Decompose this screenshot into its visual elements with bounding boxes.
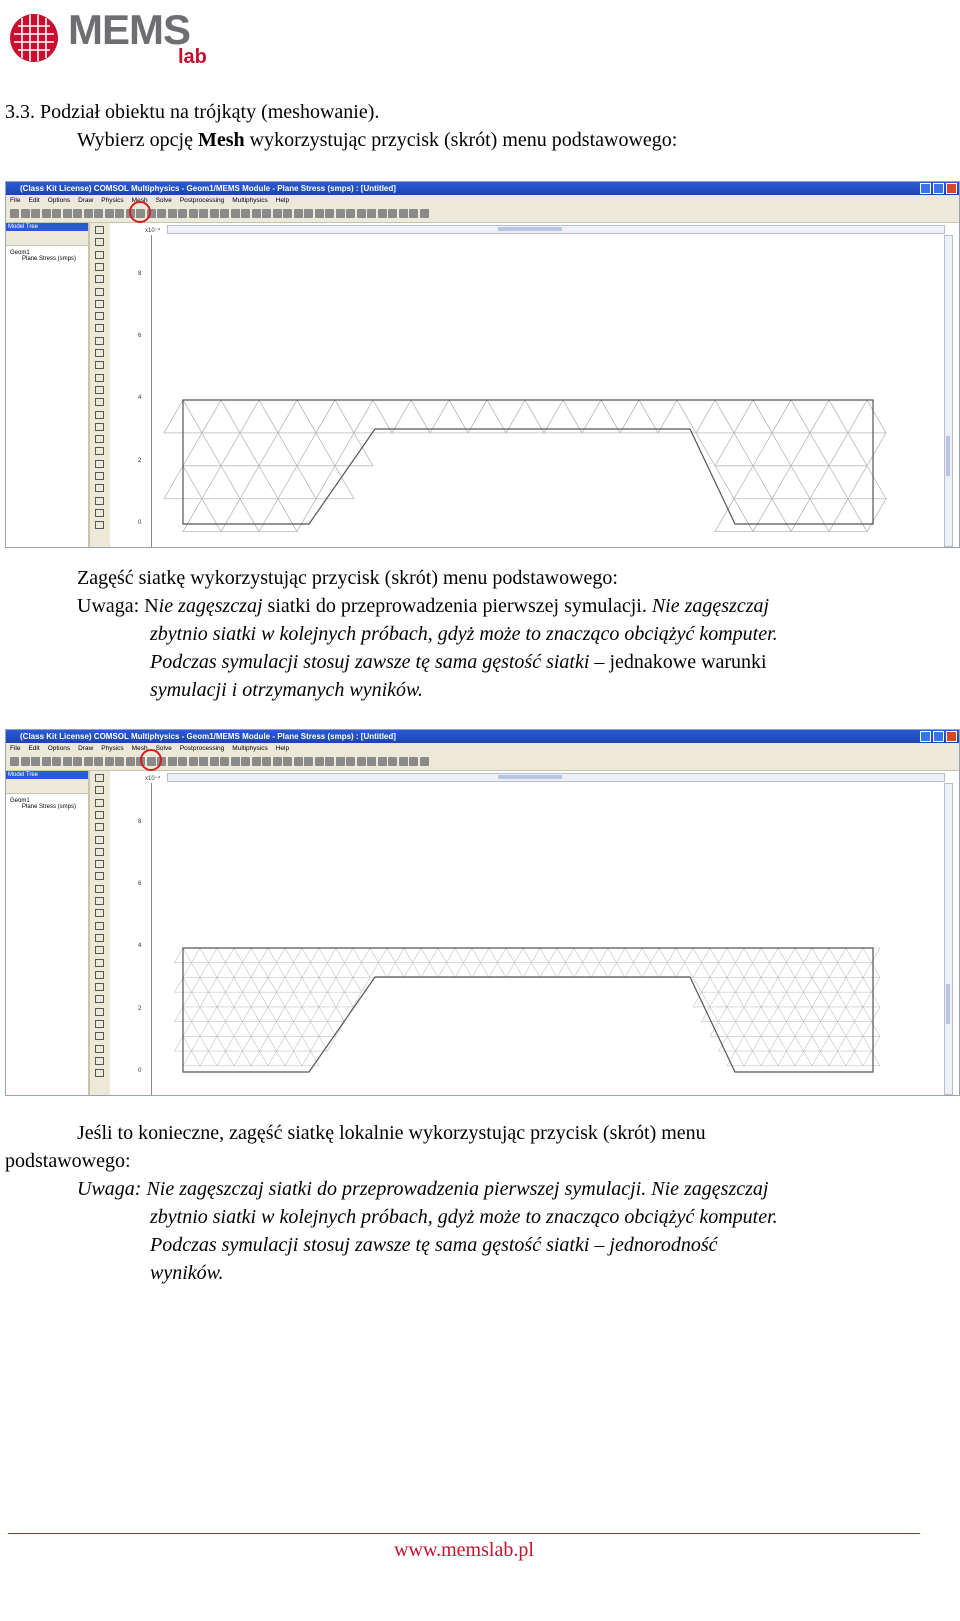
- tree-item-plane-stress[interactable]: Plane Stress (smps): [22, 256, 77, 262]
- y-tick-label: 4: [138, 395, 142, 401]
- menu-draw[interactable]: Draw: [78, 745, 94, 752]
- maximize-icon[interactable]: [933, 731, 944, 742]
- mesh-triangles: [175, 948, 881, 1066]
- toolbar-button-icon[interactable]: [84, 209, 93, 218]
- draw-tool-icon[interactable]: [95, 435, 104, 443]
- draw-tool-icon[interactable]: [95, 386, 104, 394]
- toolbar-button-icon[interactable]: [336, 209, 345, 218]
- tree-item-plane-stress[interactable]: Plane Stress (smps): [22, 804, 77, 810]
- toolbar-button-icon[interactable]: [199, 757, 208, 766]
- menu-multiphysics[interactable]: Multiphysics: [232, 197, 268, 204]
- toolbar-button-icon[interactable]: [409, 757, 418, 766]
- draw-tool-icon[interactable]: [95, 497, 104, 505]
- model-tree-header: Model Tree: [6, 223, 88, 231]
- draw-tool-icon[interactable]: [95, 1057, 104, 1065]
- toolbar-button-icon[interactable]: [189, 209, 198, 218]
- draw-tool-icon[interactable]: [95, 288, 104, 296]
- toolbar-button-icon[interactable]: [73, 209, 82, 218]
- toolbar-button-icon[interactable]: [283, 757, 292, 766]
- draw-tool-icon[interactable]: [95, 300, 104, 308]
- toolbar-button-icon[interactable]: [241, 757, 250, 766]
- menu-multiphysics[interactable]: Multiphysics: [232, 745, 268, 752]
- menu-solve[interactable]: Solve: [155, 745, 172, 752]
- draw-tool-icon[interactable]: [95, 263, 104, 271]
- menu-edit[interactable]: Edit: [28, 197, 40, 204]
- draw-tool-icon[interactable]: [95, 324, 104, 332]
- scale-label: x10⁻⁴: [145, 228, 161, 234]
- toolbar-button-icon[interactable]: [315, 757, 324, 766]
- toolbar-button-icon[interactable]: [294, 757, 303, 766]
- draw-tool-icon[interactable]: [95, 897, 104, 905]
- draw-tool-icon[interactable]: [95, 811, 104, 819]
- tree-item-geom[interactable]: Geom1: [10, 250, 30, 256]
- toolbar-button-icon[interactable]: [388, 757, 397, 766]
- draw-tool-icon[interactable]: [95, 971, 104, 979]
- toolbar-button-icon[interactable]: [94, 209, 103, 218]
- menu-options[interactable]: Options: [47, 197, 71, 204]
- toolbar-button-icon[interactable]: [84, 757, 93, 766]
- window-titlebar: [6, 182, 959, 195]
- refine-line: Zagęść siatkę wykorzystując przycisk (skrót) menu podstawowego:: [77, 567, 618, 589]
- local-note-line4: zbytnio siatki w kolejnych próbach, gdyż może to znacząco obciążyć komputer.: [150, 1206, 778, 1228]
- toolbar-button-icon[interactable]: [399, 757, 408, 766]
- draw-tool-icon[interactable]: [95, 872, 104, 880]
- draw-tool-icon[interactable]: [95, 946, 104, 954]
- toolbar-button-icon[interactable]: [388, 209, 397, 218]
- screenshot-coarse-mesh: [5, 181, 960, 548]
- draw-tool-icon[interactable]: [95, 885, 104, 893]
- toolbar-button-icon[interactable]: [273, 209, 282, 218]
- screenshot-fine-mesh: [5, 729, 960, 1096]
- window-title: (Class Kit License) COMSOL Multiphysics - Geom1/MEMS Module - Plane Stress (smps) : [Untitled]: [20, 184, 396, 193]
- y-tick-label: 6: [138, 881, 142, 887]
- toolbar-button-icon[interactable]: [262, 209, 271, 218]
- toolbar-button-icon[interactable]: [325, 209, 334, 218]
- local-note-line5: Podczas symulacji stosuj zawsze tę sama gęstość siatki – jednorodność: [150, 1234, 718, 1256]
- draw-tool-icon[interactable]: [95, 226, 104, 234]
- toolbar-button-icon[interactable]: [315, 209, 324, 218]
- minimize-icon[interactable]: [920, 731, 931, 742]
- window-title: (Class Kit License) COMSOL Multiphysics - Geom1/MEMS Module - Plane Stress (smps) : [Untitled]: [20, 732, 396, 741]
- draw-tool-icon[interactable]: [95, 337, 104, 345]
- local-note-line6: wyników.: [150, 1262, 224, 1284]
- menu-mesh[interactable]: Mesh: [131, 745, 148, 752]
- menu-mesh[interactable]: Mesh: [131, 197, 148, 204]
- toolbar-button-icon[interactable]: [399, 209, 408, 218]
- draw-tool-icon[interactable]: [95, 909, 104, 917]
- draw-toolbar: [90, 223, 110, 547]
- toolbar-button-icon[interactable]: [115, 209, 124, 218]
- draw-tool-icon[interactable]: [95, 983, 104, 991]
- menu-edit[interactable]: Edit: [28, 745, 40, 752]
- local-line1: Jeśli to konieczne, zagęść siatkę lokalnie wykorzystując przycisk (skrót) menu: [77, 1122, 706, 1144]
- mesh-drawing: [111, 223, 959, 547]
- toolbar-button-icon[interactable]: [73, 757, 82, 766]
- y-tick-label: 4: [138, 943, 142, 949]
- draw-tool-icon[interactable]: [95, 447, 104, 455]
- instruction-bold: Mesh: [197, 129, 245, 151]
- footer-divider: [8, 1533, 920, 1534]
- toolbar-button-icon[interactable]: [105, 209, 114, 218]
- y-tick-label: 0: [138, 520, 142, 526]
- model-tree-tools: [6, 231, 88, 246]
- y-tick-label: 2: [138, 1006, 142, 1012]
- toolbar-button-icon[interactable]: [378, 757, 387, 766]
- toolbar-button-icon[interactable]: [63, 209, 72, 218]
- toolbar-button-icon[interactable]: [220, 209, 229, 218]
- menu-physics[interactable]: Physics: [101, 745, 124, 752]
- geometry-plot[interactable]: [111, 771, 959, 1095]
- toolbar-button-icon[interactable]: [52, 209, 61, 218]
- refine-note-b: ie zagęszczaj: [158, 595, 263, 617]
- toolbar-button-icon[interactable]: [336, 757, 345, 766]
- refine-note-line5: symulacji i otrzymanych wyników.: [150, 679, 423, 701]
- draw-tool-icon[interactable]: [95, 349, 104, 357]
- draw-tool-icon[interactable]: [95, 521, 104, 529]
- logo-grid-icon: [8, 12, 60, 64]
- refine-line4-italic: Podczas symulacji stosuj zawsze tę sama gęstość siatki –: [150, 651, 610, 673]
- draw-tool-icon[interactable]: [95, 1069, 104, 1077]
- draw-toolbar: [90, 771, 110, 1095]
- toolbar-button-icon[interactable]: [42, 209, 51, 218]
- draw-tool-icon[interactable]: [95, 398, 104, 406]
- toolbar-button-icon[interactable]: [252, 757, 261, 766]
- toolbar-button-icon[interactable]: [10, 757, 19, 766]
- window-titlebar: [6, 730, 959, 743]
- toolbar-button-icon[interactable]: [10, 209, 19, 218]
- toolbar-button-icon[interactable]: [105, 757, 114, 766]
- refine-note-d: Nie zagęszczaj: [651, 595, 770, 617]
- minimize-icon[interactable]: [920, 183, 931, 194]
- model-tree-header: Model Tree: [6, 771, 88, 779]
- model-tree: [6, 771, 90, 1095]
- draw-tool-icon[interactable]: [95, 423, 104, 431]
- toolbar-button-icon[interactable]: [231, 209, 240, 218]
- toolbar-button-icon[interactable]: [367, 757, 376, 766]
- draw-tool-icon[interactable]: [95, 836, 104, 844]
- maximize-icon[interactable]: [933, 183, 944, 194]
- refine-note-c: siatki do przeprowadzenia pierwszej symulacji.: [262, 595, 652, 617]
- logo-text: MEMS: [68, 6, 190, 53]
- toolbar-button-icon[interactable]: [21, 209, 30, 218]
- toolbar-button-icon[interactable]: [367, 209, 376, 218]
- toolbar-button-icon[interactable]: [94, 757, 103, 766]
- toolbar-button-icon[interactable]: [178, 757, 187, 766]
- refine-note-a: Uwaga: N: [77, 595, 159, 617]
- close-icon[interactable]: [946, 731, 957, 742]
- draw-tool-icon[interactable]: [95, 774, 104, 782]
- refine-note: [77, 592, 769, 620]
- toolbar-button-icon[interactable]: [252, 209, 261, 218]
- toolbar-button-icon[interactable]: [357, 209, 366, 218]
- draw-tool-icon[interactable]: [95, 361, 104, 369]
- menu-options[interactable]: Options: [47, 745, 71, 752]
- draw-tool-icon[interactable]: [95, 848, 104, 856]
- toolbar-button-icon[interactable]: [220, 757, 229, 766]
- toolbar-button-icon[interactable]: [115, 757, 124, 766]
- draw-tool-icon[interactable]: [95, 860, 104, 868]
- toolbar-button-icon[interactable]: [42, 757, 51, 766]
- toolbar-button-icon[interactable]: [210, 209, 219, 218]
- y-tick-label: 2: [138, 458, 142, 464]
- toolbar-button-icon[interactable]: [168, 757, 177, 766]
- toolbar-button-icon[interactable]: [262, 757, 271, 766]
- toolbar-button-icon[interactable]: [231, 757, 240, 766]
- draw-tool-icon[interactable]: [95, 1020, 104, 1028]
- draw-tool-icon[interactable]: [95, 1032, 104, 1040]
- toolbar-button-icon[interactable]: [409, 209, 418, 218]
- local-line2: podstawowego:: [5, 1150, 131, 1172]
- menu-help[interactable]: Help: [275, 197, 290, 204]
- draw-tool-icon[interactable]: [95, 509, 104, 517]
- y-tick-label: 8: [138, 271, 142, 277]
- draw-tool-icon[interactable]: [95, 472, 104, 480]
- draw-tool-icon[interactable]: [95, 460, 104, 468]
- draw-tool-icon[interactable]: [95, 374, 104, 382]
- toolbar-button-icon[interactable]: [31, 757, 40, 766]
- toolbar-button-icon[interactable]: [273, 757, 282, 766]
- highlight-ring: [140, 749, 162, 771]
- toolbar-button-icon[interactable]: [21, 757, 30, 766]
- toolbar-button-icon[interactable]: [283, 209, 292, 218]
- toolbar-button-icon[interactable]: [325, 757, 334, 766]
- toolbar-button-icon[interactable]: [63, 757, 72, 766]
- toolbar-button-icon[interactable]: [157, 209, 166, 218]
- refine-line4-rest: jednakowe warunki: [609, 651, 767, 673]
- toolbar-button-icon[interactable]: [199, 209, 208, 218]
- draw-tool-icon[interactable]: [95, 922, 104, 930]
- toolbar-button-icon[interactable]: [420, 209, 429, 218]
- draw-tool-icon[interactable]: [95, 934, 104, 942]
- refine-note-line3: zbytnio siatki w kolejnych próbach, gdyż może to znacząco obciążyć komputer.: [150, 623, 778, 645]
- geometry-plot[interactable]: [111, 223, 959, 547]
- toolbar-button-icon[interactable]: [294, 209, 303, 218]
- logo-sub: lab: [178, 46, 207, 68]
- toolbar-button-icon[interactable]: [378, 209, 387, 218]
- toolbar-button-icon[interactable]: [189, 757, 198, 766]
- toolbar-button-icon[interactable]: [168, 209, 177, 218]
- y-tick-label: 0: [138, 1068, 142, 1074]
- draw-tool-icon[interactable]: [95, 312, 104, 320]
- toolbar-button-icon[interactable]: [52, 757, 61, 766]
- toolbar-button-icon[interactable]: [31, 209, 40, 218]
- mesh-triangles: [164, 400, 886, 532]
- menu-draw[interactable]: Draw: [78, 197, 94, 204]
- y-tick-label: 8: [138, 819, 142, 825]
- footer-url[interactable]: www.memslab.pl: [394, 1539, 534, 1561]
- draw-tool-icon[interactable]: [95, 275, 104, 283]
- y-tick-label: 6: [138, 333, 142, 339]
- mesh-drawing: [111, 771, 959, 1095]
- toolbar-button-icon[interactable]: [346, 209, 355, 218]
- instruction-pre: Wybierz opcję: [77, 129, 198, 151]
- draw-tool-icon[interactable]: [95, 786, 104, 794]
- menu-postprocessing[interactable]: Postprocessing: [179, 197, 225, 204]
- model-tree-tools: [6, 779, 88, 794]
- toolbar-button-icon[interactable]: [346, 757, 355, 766]
- toolbar-button-icon[interactable]: [210, 757, 219, 766]
- draw-tool-icon[interactable]: [95, 238, 104, 246]
- draw-tool-icon[interactable]: [95, 995, 104, 1003]
- menu-bar: [6, 195, 959, 206]
- highlight-ring: [129, 201, 151, 223]
- menu-postprocessing[interactable]: Postprocessing: [179, 745, 225, 752]
- toolbar-button-icon[interactable]: [357, 757, 366, 766]
- menu-physics[interactable]: Physics: [101, 197, 124, 204]
- close-icon[interactable]: [946, 183, 957, 194]
- toolbar-button-icon[interactable]: [304, 757, 313, 766]
- draw-tool-icon[interactable]: [95, 959, 104, 967]
- menu-help[interactable]: Help: [275, 745, 290, 752]
- toolbar-button-icon[interactable]: [126, 757, 135, 766]
- section-heading: 3.3. Podział obiektu na trójkąty (meshowanie).: [5, 101, 380, 123]
- draw-tool-icon[interactable]: [95, 411, 104, 419]
- fine-mesh-lines: [175, 948, 881, 1066]
- coarse-mesh-lines: [164, 400, 886, 532]
- refine-note-line4: [150, 648, 767, 676]
- scale-label: x10⁻⁴: [145, 776, 161, 782]
- tree-item-geom[interactable]: Geom1: [10, 798, 30, 804]
- instruction-post: wykorzystując przycisk (skrót) menu podstawowego:: [244, 129, 678, 151]
- menu-file[interactable]: File: [10, 197, 21, 204]
- draw-tool-icon[interactable]: [95, 484, 104, 492]
- draw-tool-icon[interactable]: [95, 251, 104, 259]
- toolbar-button-icon[interactable]: [420, 757, 429, 766]
- draw-tool-icon[interactable]: [95, 799, 104, 807]
- toolbar-button-icon[interactable]: [178, 209, 187, 218]
- toolbar-button-icon[interactable]: [304, 209, 313, 218]
- instruction-line: [77, 126, 677, 154]
- menu-file[interactable]: File: [10, 745, 21, 752]
- draw-tool-icon[interactable]: [95, 1008, 104, 1016]
- model-tree: [6, 223, 90, 547]
- menu-solve[interactable]: Solve: [155, 197, 172, 204]
- toolbar-button-icon[interactable]: [241, 209, 250, 218]
- draw-tool-icon[interactable]: [95, 823, 104, 831]
- local-note-line3: Uwaga: Nie zagęszczaj siatki do przeprowadzenia pierwszej symulacji. Nie zagęszczaj: [77, 1178, 769, 1200]
- draw-tool-icon[interactable]: [95, 1045, 104, 1053]
- memslab-logo: [8, 6, 208, 70]
